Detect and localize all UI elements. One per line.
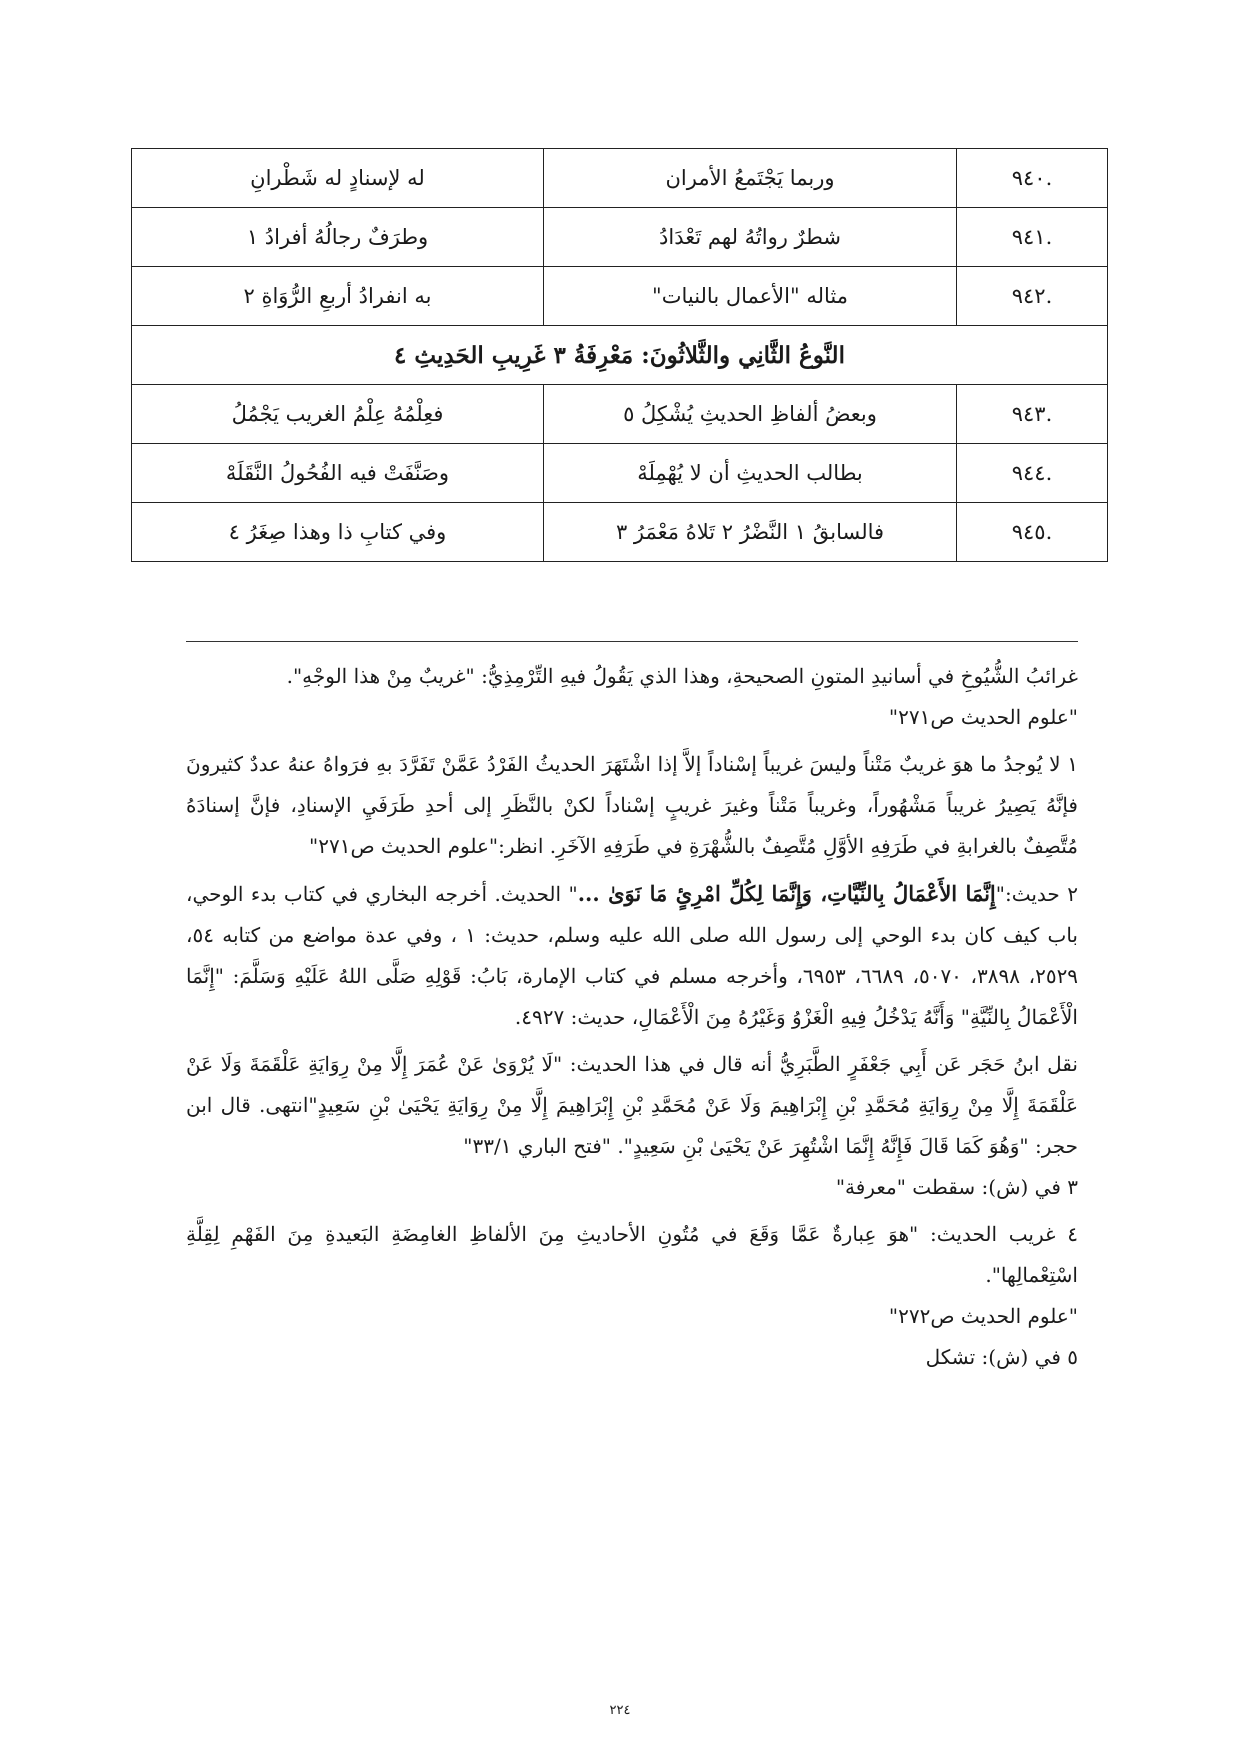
verse-first-hemistich: وبعضُ ألفاظِ الحديثِ يُشْكِلُ ٥ bbox=[544, 385, 957, 444]
verse-first-hemistich: مثاله "الأعمال بالنيات" bbox=[544, 267, 957, 326]
footnote-4: ٤ غريب الحديث: "هوَ عِبارةٌ عَمَّا وَقَعَ في مُتُونِ الأحاديثِ مِنَ الألفاظِ الغامِضَةِ البَعيدةِ مِنَ الفَهْمِ لِقِلَّةِ اسْتِعْمالِها". bbox=[186, 1222, 1078, 1287]
verse-number: .٩٤٤ bbox=[957, 444, 1108, 503]
footnote-5: ٥ في (ش): تشكل bbox=[925, 1345, 1078, 1369]
page-number: ٢٢٤ bbox=[609, 1703, 631, 1718]
verses-table bbox=[131, 148, 1108, 562]
verse-row bbox=[132, 149, 1108, 208]
footnote-divider bbox=[186, 641, 1078, 642]
footnote-2-prefix: ٢ حديث:" bbox=[995, 882, 1078, 906]
verse-number: .٩٤٠ bbox=[957, 149, 1108, 208]
verse-number: .٩٤٥ bbox=[957, 503, 1108, 562]
verse-row bbox=[132, 444, 1108, 503]
footnote-reference: "علوم الحديث ص٢٧١" bbox=[888, 705, 1078, 729]
footnote-paragraph: غرائبُ الشُّيُوخِ في أسانيدِ المتونِ الصحيحةِ، وهذا الذي يَقُولُ فيهِ التِّرْمِذِيُّ: "غريبٌ مِنْ هذا الوجْهِ". bbox=[286, 664, 1078, 688]
verse-row bbox=[132, 267, 1108, 326]
verse-second-hemistich: فعِلْمُهُ عِلْمُ الغريب يَجْمُلُ bbox=[132, 385, 544, 444]
footnote-1: ١ لا يُوجدُ ما هوَ غريبٌ مَتْناً وليسَ غريباً إسْناداً إلاَّ إذا اشْتَهَرَ الحديثُ الفَرْدُ عَمَّنْ تَفَرَّدَ بهِ فرَواهُ عنهُ عددٌ كثيرونَ فإنَّهُ يَصِيرُ غريباً مَشْهُوراً، وغريباً مَتْناً وغيرَ غريبٍ إسْناداً لكنْ بالنَّظَرِ إلى أحدِ طَرَفَيِ الإسنادِ، فإنَّ إسنادَهُ مُتَّصِفٌ بالغرابةِ في طَرَفِهِ الأوَّلِ مُتَّصِفٌ بالشُّهْرَةِ في طَرَفِهِ الآخَرِ. انظر:"علوم الحديث ص٢٧١" bbox=[186, 752, 1078, 858]
verse-row bbox=[132, 385, 1108, 444]
hadith-quote: إِنَّمَا الأَعْمَالُ بِالنِّيَّاتِ، وَإِنَّمَا لِكُلِّ امْرِئٍ مَا نَوَىٰ ... bbox=[577, 881, 996, 906]
footnote-2-body: " الحديث. أخرجه البخاري في كتاب بدء الوحي، باب كيف كان بدء الوحي إلى رسول الله صلى الله عليه وسلم، حديث: ١ ، وفي عدة مواضع من كتابه ٥٤، ٢٥٢٩، ٣٨٩٨، ٥٠٧٠، ٦٦٨٩، ٦٩٥٣، وأخرجه مسلم في كتاب الإمارة، بَابُ: قَوْلِهِ صَلَّى اللهُ عَلَيْهِ وَسَلَّمَ: "إِنَّمَا الْأَعْمَالُ بِالنِّيَّةِ" وَأَنَّهُ يَدْخُلُ فِيهِ الْغَزْوُ وَغَيْرُهُ مِنَ الْأَعْمَالِ، حديث: ٤٩٢٧. bbox=[186, 882, 1079, 1029]
section-heading: النَّوعُ الثَّانِي والثَّلاثُونَ: مَعْرِفَةُ ٣ غَرِيبِ الحَدِيثِ ٤ bbox=[132, 326, 1108, 385]
footnote-3: ٣ في (ش): سقطت "معرفة" bbox=[835, 1175, 1078, 1199]
verse-row bbox=[132, 503, 1108, 562]
footnote-reference: "علوم الحديث ص٢٧٢" bbox=[888, 1304, 1078, 1328]
verse-number: .٩٤١ bbox=[957, 208, 1108, 267]
footnote-paragraph: نقل ابنُ حَجَر عَن أَبِي جَعْفَرٍ الطَّبَرِيُّ أنه قال في هذا الحديث: "لَا يُرْوَىٰ عَنْ عُمَرَ إِلَّا مِنْ رِوَايَةِ عَلْقَمَةَ وَلَا عَنْ عَلْقَمَةَ إِلَّا مِنْ رِوَايَةِ مُحَمَّدِ بْنِ إِبْرَاهِيمَ وَلَا عَنْ مُحَمَّدِ بْنِ إِبْرَاهِيمَ إِلَّا مِنْ رِوَايَةِ يَحْيَىٰ بْنِ سَعِيدٍ"انتهى. قال ابن حجر: "وَهُوَ كَمَا قَالَ فَإِنَّهُ إِنَّمَا اشْتُهِرَ عَنْ يَحْيَىٰ بْنِ سَعِيدٍ". "فتح الباري ٣٣/١" bbox=[186, 1052, 1078, 1158]
verse-number: .٩٤٣ bbox=[957, 385, 1108, 444]
verse-first-hemistich: فالسابقُ ١ النَّضْرُ ٢ تَلاهُ مَعْمَرُ ٣ bbox=[544, 503, 957, 562]
verse-second-hemistich: وطرَفٌ رجالُهُ أفرادُ ١ bbox=[132, 208, 544, 267]
verse-first-hemistich: وربما يَجْتَمعُ الأمران bbox=[544, 149, 957, 208]
footnotes bbox=[186, 656, 1078, 1378]
verse-second-hemistich: وصَنَّفَتْ فيه الفُحُولُ النَّقَلَهْ bbox=[132, 444, 544, 503]
verse-second-hemistich: وفي كتابِ ذا وهذا صِغَرُ ٤ bbox=[132, 503, 544, 562]
verse-number: .٩٤٢ bbox=[957, 267, 1108, 326]
verse-row bbox=[132, 208, 1108, 267]
verse-second-hemistich: له لإسنادٍ له شَطْرانِ bbox=[132, 149, 544, 208]
verse-first-hemistich: بطالب الحديثِ أن لا يُهْمِلَهْ bbox=[544, 444, 957, 503]
verse-first-hemistich: شطرٌ رواتُهُ لهم تَعْدَادُ bbox=[544, 208, 957, 267]
verse-second-hemistich: به انفرادُ أربعِ الرُّوَاةِ ٢ bbox=[132, 267, 544, 326]
section-heading-row bbox=[132, 326, 1108, 385]
footnote-2 bbox=[186, 873, 1078, 1038]
